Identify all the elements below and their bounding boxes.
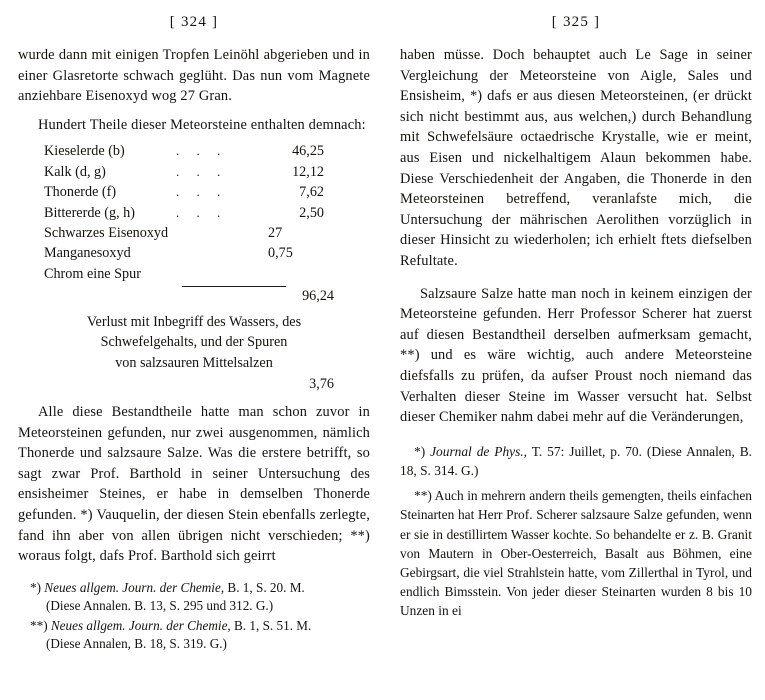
constituent-value: 0,75: [268, 245, 293, 262]
constituent-name: Thonerde (f): [44, 184, 117, 201]
constituent-name: Manganesoxyd: [44, 245, 131, 262]
footnote-rest: , T. 57: Juillet, p. 70. (Diese: [523, 443, 682, 459]
right-page-column: [400, 0, 752, 700]
leader-dots: . . .: [176, 143, 228, 159]
leader-dots: . . .: [176, 204, 228, 220]
footnote-continuation: Annalen, B. 18, S. 314. G.): [400, 443, 753, 478]
footnote-rest: , B. 1, S. 51. M.: [227, 617, 312, 633]
verlust-line-2: Schwefelgehalts, und der Spuren: [100, 334, 288, 351]
table-row: [44, 141, 370, 161]
footnote-rest: Auch in mehrern andern theils gemengten, theils einfachen Steinarten hat Herr Prof. Scherer salzsaure Salze gefunden, wenn er sie in destillirtem Wasser kochte. So behandelte er z. B. Granit von Mautern in Ober-Oesterreich, Basalt aus Böhmen, eine Gebirgsart, die viel Strahlstein hatte, vom Zillerthal in Tyrol, und endlich Bimsstein. Von jeder dieser Steinarten wurden 8 bis 10 Unzen in ei: [400, 488, 752, 619]
constituent-name: Schwarzes Eisenoxyd: [44, 225, 169, 241]
verlust-line-1: Verlust mit Inbegriff des Wassers, des: [86, 314, 302, 331]
left-page-column: [18, 0, 370, 700]
table-row: [44, 203, 370, 223]
constituent-name: Kieselerde (b): [44, 143, 125, 160]
footnote-continuation: (Diese Annalen. B. 13, S. 295 und 312. G.): [46, 598, 274, 614]
paragraph-left-3: Alle diese Bestandtheile hatte man schon zuvor in Meteorsteinen gefunden, nur zwei ausgenommen, nämlich Thonerde und salzsaure Salze. Was die erstere betrifft, so sagt zwar Prof. Barthold in seiner Untersuchung des ensisheimer Steines, er habe in demselben Thonerde gefunden. *) Vauquelin, der diesen Stein ebenfalls zerlegte, fand ihn aber von allen übrigen nicht verschieden; **) woraus folgt, dafs Prof. Barthold sich geirrt: [18, 404, 370, 565]
footnote-title: Neues allgem. Journ. der Chemie: [50, 617, 228, 633]
table-sum-rule: [182, 286, 286, 287]
footnote-title: Journal de Phys.: [430, 443, 524, 459]
constituents-table: [44, 141, 370, 284]
footnote-rest: , B. 1, S. 20. M.: [220, 579, 305, 595]
footnote: [400, 486, 752, 620]
constituent-value: 7,62: [299, 184, 324, 201]
verlust-line-3: von salzsauren Mittelsalzen: [115, 354, 273, 371]
table-row: [44, 182, 370, 202]
verlust-block: [18, 312, 370, 394]
constituent-name: Kalk (d, g): [44, 163, 106, 180]
table-row: [44, 243, 370, 263]
page-number-left: [ 324 ]: [169, 14, 219, 30]
footnote-title: Neues allgem. Journ. der Chemie: [44, 579, 221, 595]
footnote-marker: **): [30, 617, 48, 633]
footnotes-right: [400, 442, 752, 621]
paragraph-right-1: haben müsse. Doch behauptet auch Le Sage in seiner Vergleichung der Meteorsteine von Aigle, Sales und Ensisheim, *) dafs er aus diesen Meteorsteinen, (er drückt sich nicht bestimmt aus, aus welchen,) durch Behandlung mit Schwefelsäure octaedrische Krystalle, wie er meint, aus Eisen und nickelhaltigem Alaun bekommen habe. Diese Verschiedenheit der Angaben, die Thonerde in den Meteorsteinen betreffend, veranlafste mich, die Untersuchung der mährischen Aerolithen vorzüglich in dieser Hinsicht zu wiederholen; ich erhielt ftets diefselben Refultate.: [400, 47, 752, 269]
footnote-marker: **): [414, 488, 432, 504]
verlust-total: 3,76: [309, 375, 334, 392]
leader-dots: . . .: [176, 184, 228, 200]
footnote: [18, 617, 370, 654]
table-row: [44, 162, 370, 182]
paragraph-left-1: wurde dann mit einigen Tropfen Leinöhl abgerieben und in einer Glasretorte schwach geglüht. Das nun vom Magnete anziehbare Eisenoxyd wog 27 Gran.: [18, 47, 370, 105]
paragraph-left-2: Hundert Theile dieser Meteorsteine enthalten demnach:: [38, 116, 366, 133]
footnote-marker: *): [30, 579, 41, 595]
table-row: [44, 264, 370, 284]
constituent-value: 27: [268, 225, 283, 241]
table-sum: 96,24: [302, 288, 334, 305]
constituent-value: 12,12: [292, 163, 324, 180]
constituent-name: Chrom eine Spur: [44, 265, 141, 282]
footnote: [400, 442, 752, 480]
constituent-value: 46,25: [292, 143, 324, 160]
constituent-name: Bittererde (g, h): [44, 204, 135, 221]
leader-dots: . . .: [176, 163, 228, 179]
table-row: [44, 223, 370, 243]
footnote-marker: *): [414, 443, 426, 459]
footnote-continuation: (Diese Annalen, B. 18, S. 319. G.): [46, 636, 227, 651]
constituent-value: 2,50: [299, 204, 324, 221]
footnote: [18, 579, 370, 616]
page-number-right: [ 325 ]: [551, 14, 601, 30]
footnotes-left: [18, 579, 370, 654]
paragraph-right-2: Salzsaure Salze hatte man noch in keinem einzigen der Meteorsteine gefunden. Herr Professor Scherer hat zuerst auf diesen Bestandtheil derselben aufmerksam gemacht, **) und es wäre wichtig, auch andere Meteorsteine diefsfalls zu prüfen, da aufser Proust noch niemand das Verhalten dieser Steine im Wasser versucht hat. Selbst dieser Chemiker nahm dabei mehr auf die Veränderungen,: [400, 285, 752, 426]
